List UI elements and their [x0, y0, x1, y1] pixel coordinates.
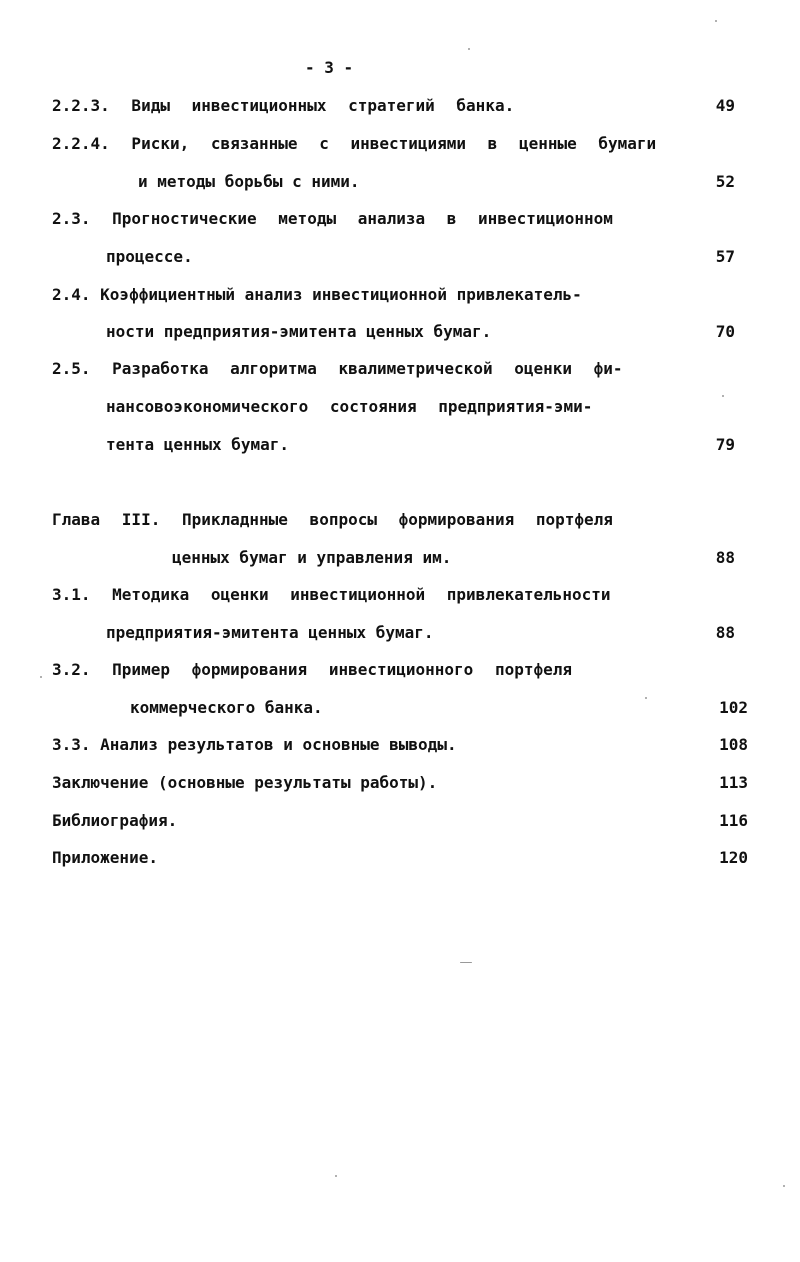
toc-entry-2-3: 2.3. Прогностические методы анализа в инвестиционном	[52, 209, 613, 228]
toc-entry-2-5-cont1: нансовоэкономического состояния предприятия-эми-	[106, 397, 593, 416]
scan-speck	[468, 48, 470, 50]
toc-appendix: Приложение.	[52, 848, 158, 867]
toc-entry-2-5-cont2: тента ценных бумаг.	[106, 435, 290, 454]
toc-page-chapter-3: 88	[715, 548, 735, 567]
toc-page-2-2-4: 52	[715, 172, 735, 191]
toc-entry-3-1-cont: предприятия-эмитента ценных бумаг.	[106, 623, 434, 642]
scan-speck	[460, 962, 472, 963]
toc-entry-2-4: 2.4. Коэффициентный анализ инвестиционной привлекатель-	[52, 285, 582, 304]
scan-speck	[722, 395, 724, 397]
toc-page-conclusion: 113	[719, 773, 748, 792]
toc-page-3-3: 108	[719, 735, 748, 754]
toc-entry-2-5: 2.5. Разработка алгоритма квалиметрической оценки фи-	[52, 359, 623, 378]
toc-page-2-4: 70	[715, 322, 735, 341]
toc-entry-2-2-4-cont: и методы борьбы с ними.	[138, 172, 360, 191]
toc-chapter-3: Глава III. Прикладнные вопросы формирования портфеля	[52, 510, 613, 529]
toc-page-bibliography: 116	[719, 811, 748, 830]
scan-speck	[645, 697, 647, 699]
toc-entry-2-2-3: 2.2.3. Виды инвестиционных стратегий банка.	[52, 96, 515, 115]
toc-page-appendix: 120	[719, 848, 748, 867]
toc-conclusion: Заключение (основные результаты работы).	[52, 773, 438, 792]
toc-entry-2-4-cont: ности предприятия-эмитента ценных бумаг.	[106, 322, 492, 341]
toc-page-2-5: 79	[715, 435, 735, 454]
toc-page-3-1: 88	[715, 623, 735, 642]
toc-entry-2-2-4: 2.2.4. Риски, связанные с инвестициями в ценные бумаги	[52, 134, 657, 153]
toc-page-2-2-3: 49	[715, 96, 735, 115]
toc-page-2-3: 57	[715, 247, 735, 266]
toc-chapter-3-cont: ценных бумаг и управления им.	[172, 548, 452, 567]
toc-page-3-2: 102	[719, 698, 748, 717]
toc-entry-3-3: 3.3. Анализ результатов и основные выводы.	[52, 735, 457, 754]
scan-speck	[335, 1175, 337, 1177]
toc-entry-3-2: 3.2. Пример формирования инвестиционного портфеля	[52, 660, 573, 679]
scan-speck	[715, 20, 717, 22]
page-number: - 3 -	[305, 58, 354, 77]
scan-speck	[783, 1185, 785, 1187]
toc-entry-2-3-cont: процессе.	[106, 247, 193, 266]
toc-bibliography: Библиография.	[52, 811, 178, 830]
toc-entry-3-2-cont: коммерческого банка.	[130, 698, 323, 717]
toc-entry-3-1: 3.1. Методика оценки инвестиционной привлекательности	[52, 585, 611, 604]
scan-speck	[40, 676, 42, 678]
